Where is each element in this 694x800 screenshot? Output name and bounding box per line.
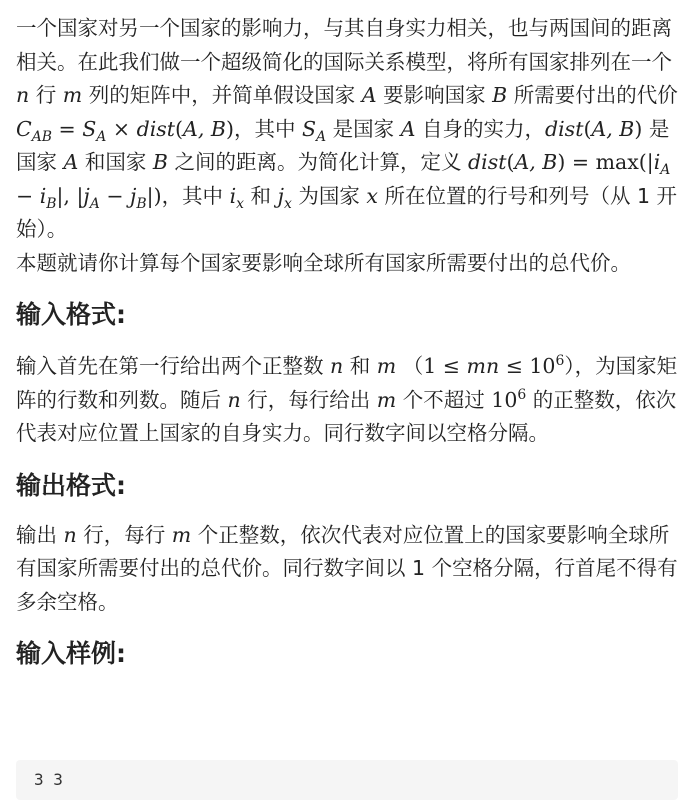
description-text: ，其中: [233, 116, 302, 141]
input-text: 输入首先在第一行给出两个正整数: [16, 354, 331, 378]
math-m: m: [171, 522, 192, 547]
description-text: ，其中: [161, 183, 230, 208]
limit-value: $10^6$: [491, 386, 527, 412]
sample-input-code: [16, 760, 678, 800]
description-text: 行: [29, 83, 63, 107]
input-text: 个不超过: [396, 387, 492, 412]
output-format-heading: 输出格式:: [16, 470, 126, 500]
input-format-text: [16, 350, 678, 451]
input-text: 和: [343, 354, 377, 378]
math-m: m: [62, 83, 83, 107]
description-text: 和: [244, 183, 278, 208]
description-text: 所需要付出的代价: [507, 83, 678, 107]
description-text: 一个国家对另一个国家的影响力，与其自身实力相关，也与两国间的距离相关。在此我们做一个超级简化的国际关系模型，将所有国家排列在一个: [16, 16, 672, 74]
description-text: 之间的距离。为简化计算，定义: [167, 150, 469, 174]
description-text: 是国家: [16, 116, 670, 174]
input-text: 的正整数，依次代表对应位置上国家的自身实力。同行数字间以空格分隔。: [16, 387, 677, 445]
cost-formula: $C_{AB} = S_A$ × dist(A, B): [16, 116, 234, 145]
math-n: n: [16, 83, 30, 107]
description-text: 列的矩阵中，并简单假设国家: [82, 83, 362, 107]
math-m: m: [376, 387, 397, 412]
description-text: 要影响国家: [376, 83, 493, 107]
math-n: n: [63, 522, 77, 547]
description-text: 本题就请你计算每个国家要影响全球所有国家所需要付出的总代价。: [16, 250, 631, 275]
sample-input-line: 3 3: [34, 770, 63, 789]
math-A: A: [361, 83, 377, 107]
problem-statement: [16, 12, 678, 671]
math-A: A: [400, 116, 416, 141]
math-B: B: [152, 150, 168, 174]
output-text: 个正整数，依次代表对应位置上的国家要影响全球所有国家所需要付出的总代价。同行数字间以 1 个空格分隔，行首尾不得有多余空格。: [16, 522, 678, 614]
constraint: （1 ≤ mn ≤ $10^6$）: [402, 353, 575, 378]
math-i-x: $i_x$: [229, 183, 245, 212]
math-x: x: [366, 183, 378, 208]
math-n: n: [330, 354, 344, 378]
sample-input-heading: 输入样例:: [16, 639, 126, 668]
output-text: 输出: [16, 522, 64, 547]
math-n: n: [227, 387, 241, 412]
description-text: 为国家: [291, 183, 367, 208]
math-A: A: [63, 150, 79, 174]
description-text: 是国家: [326, 116, 401, 141]
problem-description: [16, 12, 678, 280]
output-format-text: [16, 519, 678, 620]
math-S-A: $S_A$: [301, 116, 327, 145]
description-text: 所在位置的行号和列号（从 1 开始）。: [16, 183, 678, 241]
input-text: 行，每行给出: [240, 387, 377, 412]
output-text: 行，每行: [76, 522, 172, 547]
math-j-x: $j_x$: [277, 183, 292, 212]
description-text: 自身的实力，: [415, 116, 545, 141]
input-format-heading: 输入格式:: [16, 300, 126, 329]
math-B: B: [492, 83, 508, 107]
dist-definition: dist(A, $B) = \max(|i_A - i_B|$, $|j_A - j_B|$): [16, 150, 671, 212]
input-text: ，为国家矩阵的行数和列数。随后: [16, 354, 678, 412]
description-text: 和国家: [78, 150, 153, 174]
math-dist: dist(A, B): [545, 116, 643, 141]
math-m: m: [376, 354, 397, 378]
